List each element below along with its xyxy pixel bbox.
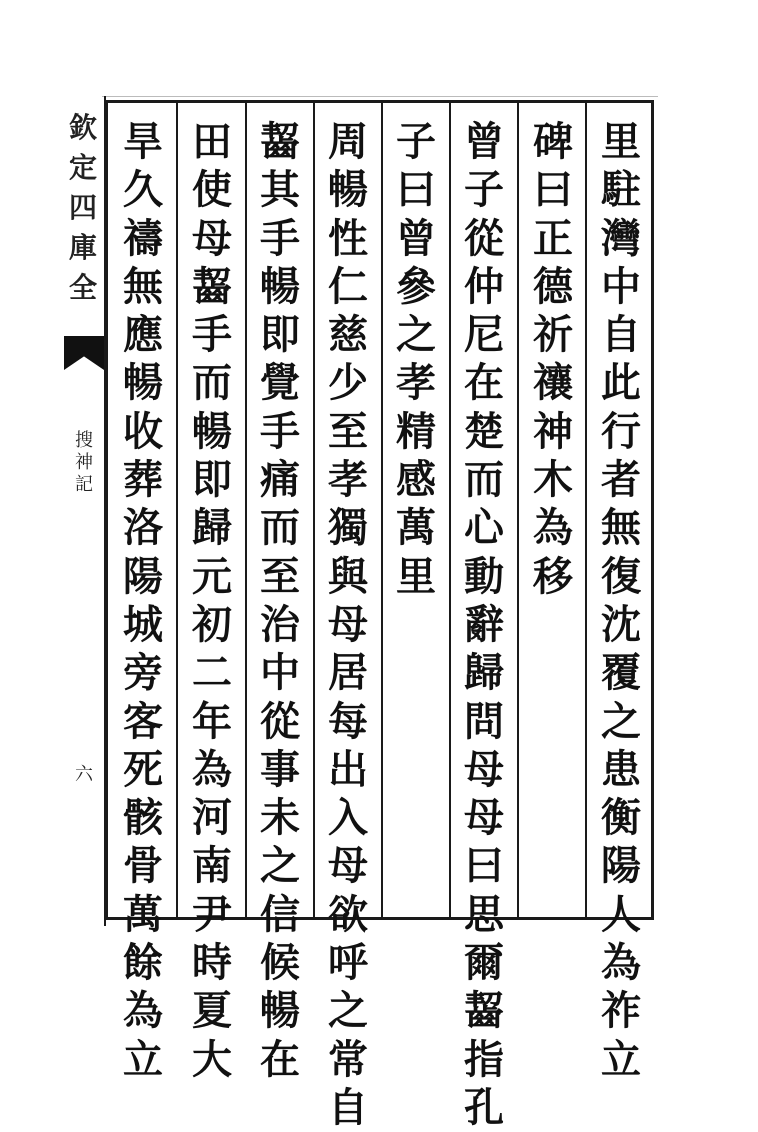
column-character: 每: [328, 697, 368, 745]
spine-series-title: [68, 108, 98, 308]
column-character: 死: [123, 745, 163, 793]
column-character: 母: [192, 214, 232, 262]
column-character: 手: [260, 407, 300, 455]
column-character: 曰: [464, 842, 504, 890]
column-character: 移: [533, 552, 573, 600]
column-character: 從: [464, 214, 504, 262]
column-character: 動: [464, 552, 504, 600]
column-character: 南: [192, 842, 232, 890]
column-character: 思: [464, 890, 504, 938]
column-character: 城: [123, 600, 163, 648]
column-character: 曰: [533, 166, 573, 214]
column-character: 禱: [123, 214, 163, 262]
column-character: 仁: [328, 262, 368, 310]
column-character: 候: [260, 939, 300, 987]
column-character: 行: [601, 407, 641, 455]
column-character: 無: [601, 504, 641, 552]
column-character: 覆: [601, 649, 641, 697]
column-character: 少: [328, 359, 368, 407]
column-character: 田: [192, 118, 232, 165]
text-column-5: [319, 118, 377, 1132]
column-character: 人: [601, 890, 641, 938]
text-column-3: [455, 118, 513, 1132]
column-character: 沈: [601, 600, 641, 648]
column-character: 為: [192, 745, 232, 793]
text-column-4: [387, 118, 445, 601]
spine-title-char: 定: [68, 151, 97, 184]
column-character: 收: [123, 407, 163, 455]
column-character: 歸: [192, 504, 232, 552]
column-character: 尼: [464, 311, 504, 359]
column-character: 常: [328, 1035, 368, 1083]
column-character: 事: [260, 745, 300, 793]
column-character: 為: [123, 987, 163, 1035]
column-character: 復: [601, 552, 641, 600]
column-character: 母: [464, 794, 504, 842]
column-character: 之: [260, 842, 300, 890]
column-character: 呼: [328, 939, 368, 987]
column-character: 至: [260, 552, 300, 600]
column-character: 此: [601, 359, 641, 407]
text-column-2: [524, 118, 582, 601]
column-rule: [449, 100, 451, 920]
column-character: 灣: [601, 214, 641, 262]
column-character: 而: [192, 359, 232, 407]
column-rule: [381, 100, 383, 920]
spine-title-char: 四: [68, 191, 97, 224]
column-character: 問: [464, 697, 504, 745]
column-rule: [176, 100, 178, 920]
column-character: 曰: [396, 166, 436, 214]
column-character: 之: [328, 987, 368, 1035]
column-character: 中: [601, 262, 641, 310]
column-character: 即: [260, 311, 300, 359]
column-character: 齧: [260, 118, 300, 165]
column-character: 自: [601, 311, 641, 359]
column-character: 旁: [123, 649, 163, 697]
column-character: 手: [260, 214, 300, 262]
column-character: 萬: [123, 890, 163, 938]
column-character: 衡: [601, 794, 641, 842]
column-character: 欲: [328, 890, 368, 938]
column-character: 出: [328, 745, 368, 793]
column-character: 孝: [396, 359, 436, 407]
column-character: 餘: [123, 939, 163, 987]
column-character: 信: [260, 890, 300, 938]
column-character: 初: [192, 600, 232, 648]
column-character: 洛: [123, 504, 163, 552]
column-character: 大: [192, 1035, 232, 1083]
column-character: 者: [601, 456, 641, 504]
column-character: 痛: [260, 456, 300, 504]
column-character: 時: [192, 939, 232, 987]
column-character: 旱: [123, 118, 163, 165]
book-title-char: 神: [75, 452, 93, 473]
column-character: 辭: [464, 600, 504, 648]
column-character: 與: [328, 552, 368, 600]
column-character: 其: [260, 166, 300, 214]
column-character: 德: [533, 262, 573, 310]
text-column-8: [114, 118, 172, 1084]
column-character: 禳: [533, 359, 573, 407]
column-character: 暢: [192, 407, 232, 455]
book-title-char: 記: [75, 474, 93, 495]
column-rule: [313, 100, 315, 920]
column-character: 感: [396, 456, 436, 504]
column-character: 曾: [464, 118, 504, 165]
spine-title-char: 欽: [68, 111, 97, 144]
column-character: 木: [533, 456, 573, 504]
column-character: 爾: [464, 939, 504, 987]
column-character: 即: [192, 456, 232, 504]
column-character: 無: [123, 262, 163, 310]
column-character: 母: [328, 600, 368, 648]
column-character: 祈: [533, 311, 573, 359]
column-character: 立: [123, 1035, 163, 1083]
column-character: 齧: [192, 262, 232, 310]
column-character: 參: [396, 262, 436, 310]
spine-title-char: 全: [68, 271, 97, 304]
column-character: 精: [396, 407, 436, 455]
column-character: 曾: [396, 214, 436, 262]
column-character: 性: [328, 214, 368, 262]
top-margin-line: [102, 96, 658, 97]
column-character: 子: [464, 166, 504, 214]
column-character: 陽: [123, 552, 163, 600]
column-character: 暢: [328, 166, 368, 214]
column-character: 手: [192, 311, 232, 359]
column-character: 心: [464, 504, 504, 552]
column-character: 使: [192, 166, 232, 214]
column-character: 母: [328, 842, 368, 890]
column-rule: [245, 100, 247, 920]
column-character: 從: [260, 697, 300, 745]
column-character: 骸: [123, 794, 163, 842]
column-character: 子: [396, 118, 436, 165]
column-character: 暢: [260, 987, 300, 1035]
column-character: 自: [328, 1083, 368, 1131]
column-character: 仲: [464, 262, 504, 310]
spine-title-char: 庫: [68, 231, 97, 264]
column-character: 碑: [533, 118, 573, 165]
column-character: 正: [533, 214, 573, 262]
column-character: 立: [601, 1035, 641, 1083]
column-character: 至: [328, 407, 368, 455]
column-character: 元: [192, 552, 232, 600]
column-character: 楚: [464, 407, 504, 455]
column-character: 里: [601, 118, 641, 165]
column-character: 駐: [601, 166, 641, 214]
column-character: 之: [601, 697, 641, 745]
column-character: 為: [533, 504, 573, 552]
column-rule: [517, 100, 519, 920]
column-rule: [585, 100, 587, 920]
column-character: 萬: [396, 504, 436, 552]
spine-book-title: [70, 430, 98, 496]
column-character: 河: [192, 794, 232, 842]
column-character: 歸: [464, 649, 504, 697]
column-character: 年: [192, 697, 232, 745]
column-character: 暢: [123, 359, 163, 407]
text-column-1: [592, 118, 650, 1084]
column-character: 之: [396, 311, 436, 359]
column-character: 尹: [192, 890, 232, 938]
column-character: 暢: [260, 262, 300, 310]
column-character: 周: [328, 118, 368, 165]
text-column-6: [251, 118, 309, 1084]
column-character: 中: [260, 649, 300, 697]
column-character: 居: [328, 649, 368, 697]
page-number: 六: [75, 764, 93, 785]
column-character: 母: [464, 745, 504, 793]
column-character: 骨: [123, 842, 163, 890]
book-title-char: 搜: [75, 430, 93, 451]
column-character: 獨: [328, 504, 368, 552]
column-character: 覺: [260, 359, 300, 407]
text-column-7: [183, 118, 241, 1084]
column-character: 指: [464, 1035, 504, 1083]
column-character: 客: [123, 697, 163, 745]
column-character: 而: [260, 504, 300, 552]
column-character: 在: [464, 359, 504, 407]
column-character: 二: [192, 649, 232, 697]
column-character: 入: [328, 794, 368, 842]
column-character: 里: [396, 552, 436, 600]
column-character: 在: [260, 1035, 300, 1083]
column-character: 而: [464, 456, 504, 504]
column-character: 祚: [601, 987, 641, 1035]
column-character: 未: [260, 794, 300, 842]
column-character: 孔: [464, 1083, 504, 1131]
column-character: 應: [123, 311, 163, 359]
column-character: 孝: [328, 456, 368, 504]
column-character: 為: [601, 939, 641, 987]
column-character: 齧: [464, 987, 504, 1035]
column-character: 陽: [601, 842, 641, 890]
column-character: 夏: [192, 987, 232, 1035]
column-character: 葬: [123, 456, 163, 504]
column-character: 患: [601, 745, 641, 793]
column-character: 慈: [328, 311, 368, 359]
column-character: 久: [123, 166, 163, 214]
column-character: 治: [260, 600, 300, 648]
column-character: 神: [533, 407, 573, 455]
